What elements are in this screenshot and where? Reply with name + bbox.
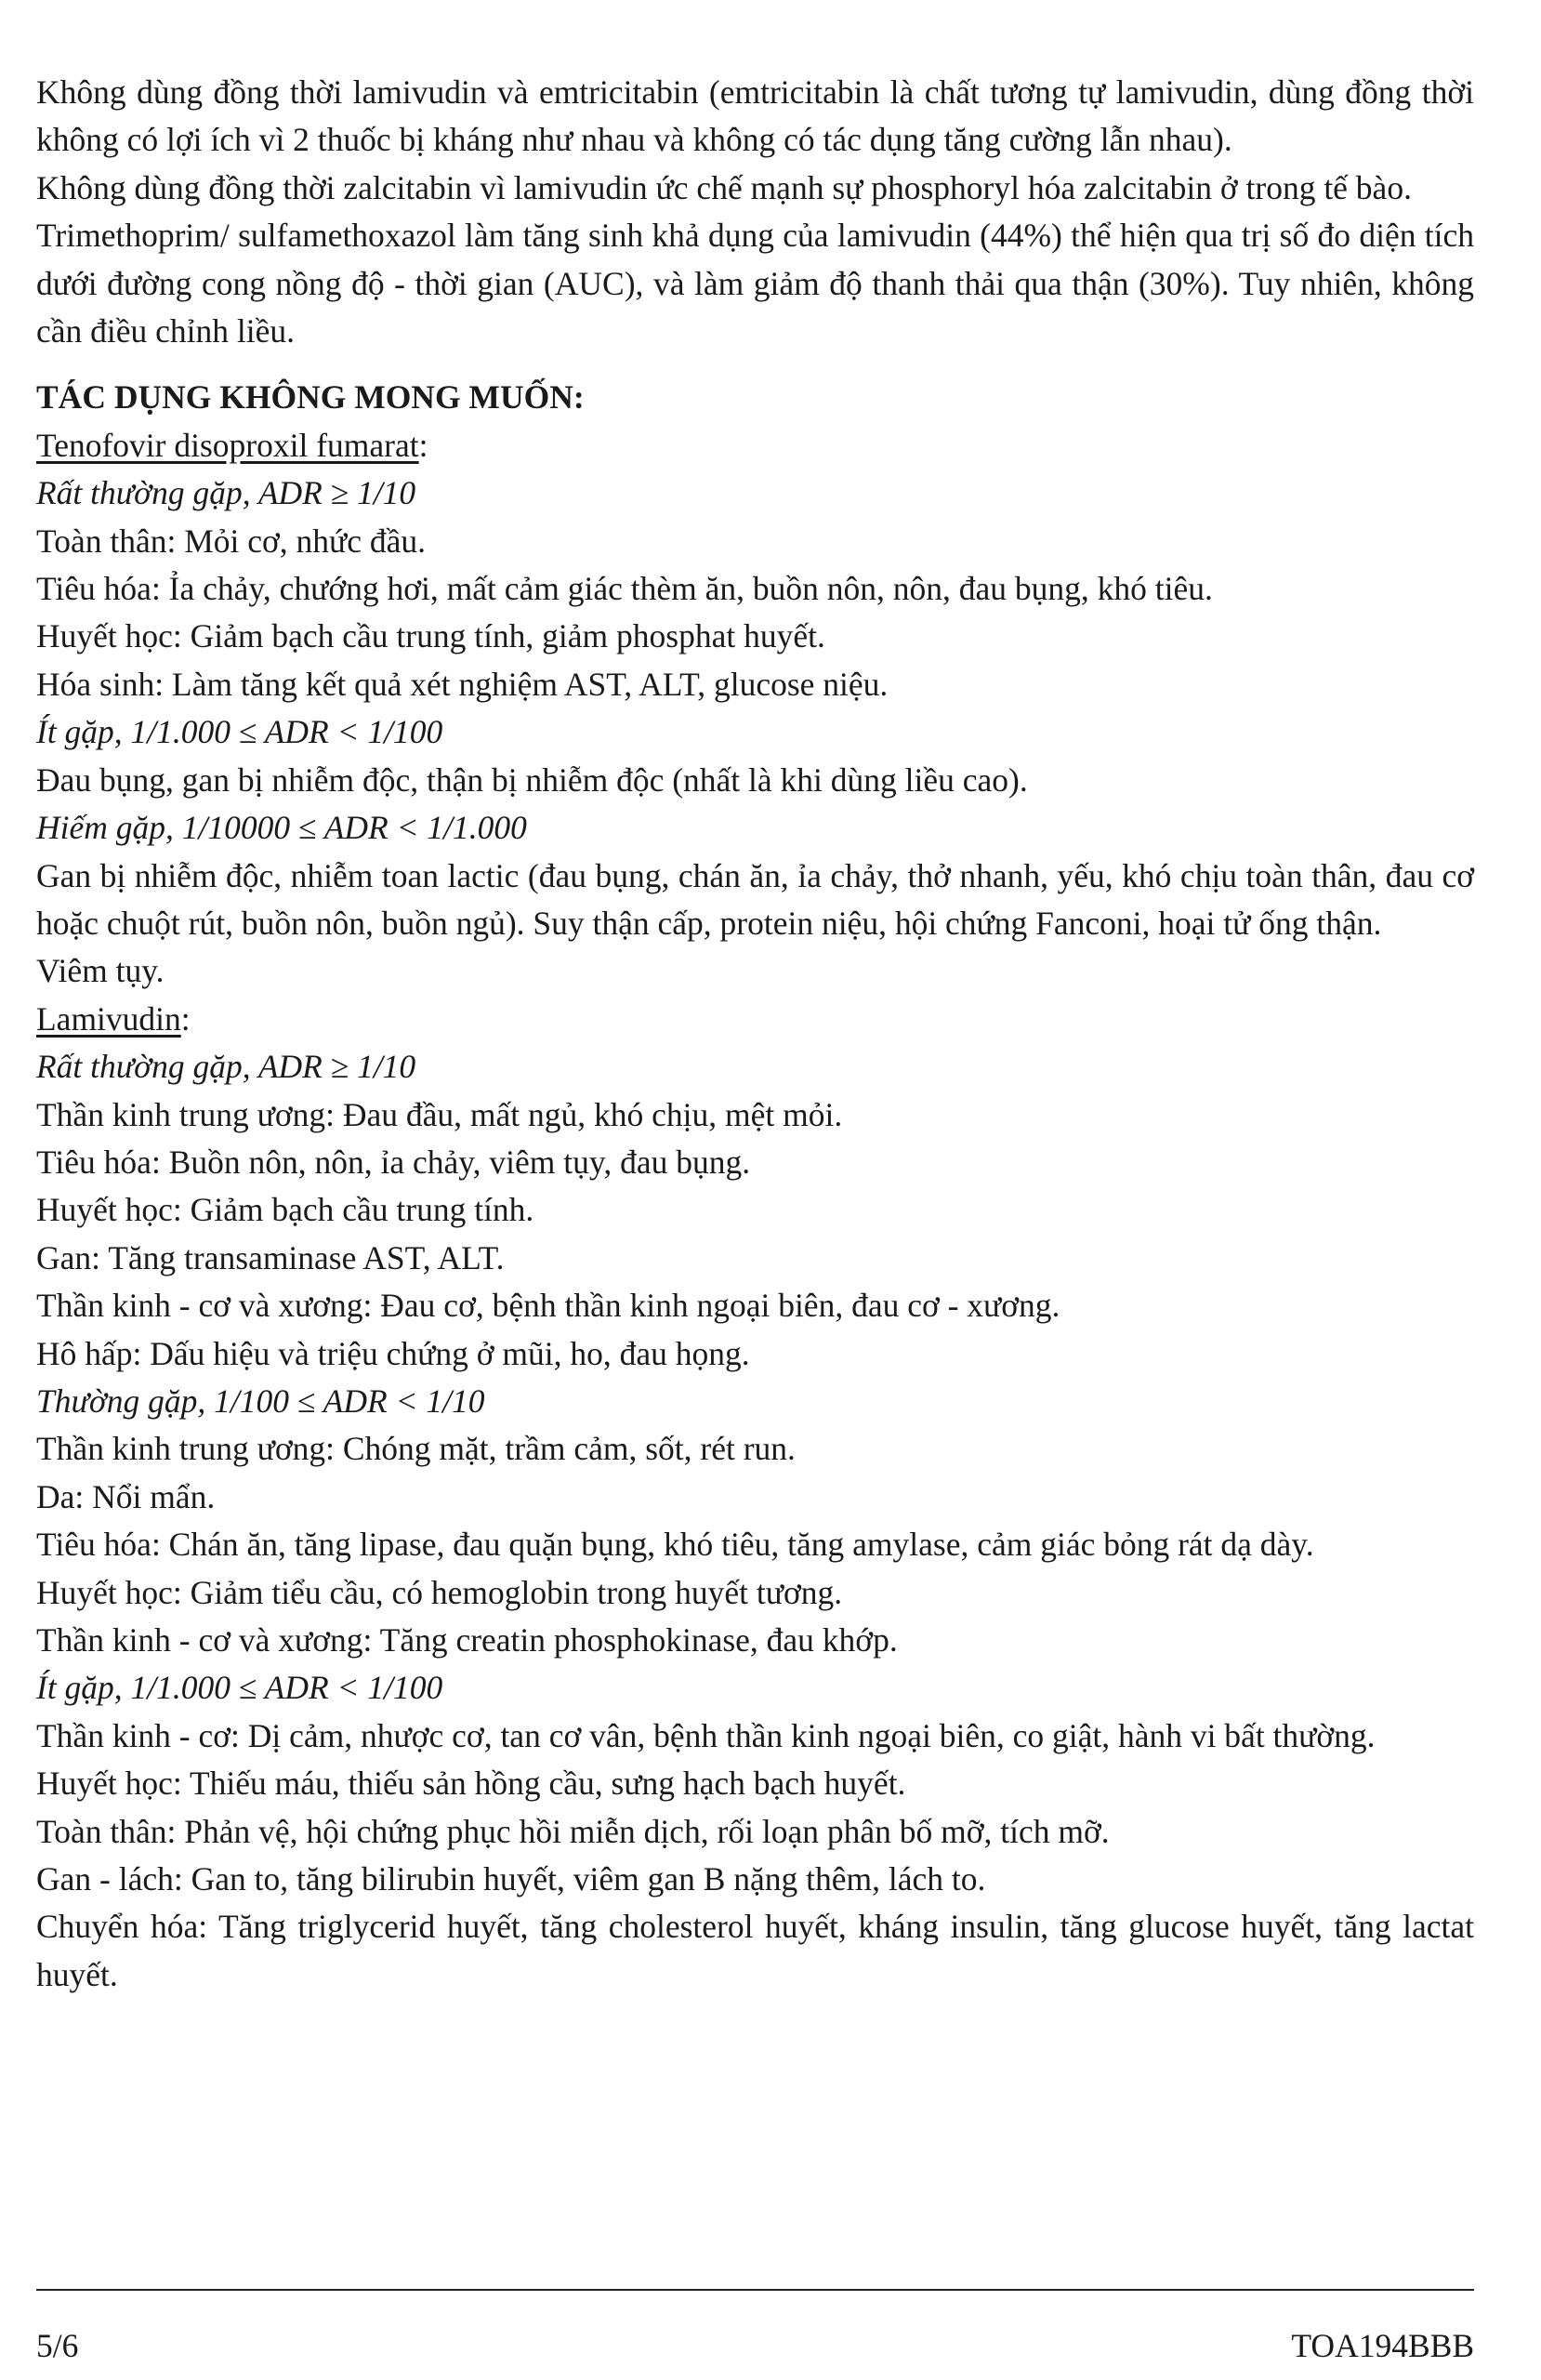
interaction-paragraph-emtricitabin: Không dùng đồng thời lamivudin và emtricitabin (emtricitabin là chất tương tự lamivudin, dùng đồng thời không có lợi ích vì 2 thuốc bị kháng như nhau và không có tác dụng tăng cường lẫn nhau). [36, 73, 1474, 159]
adr-line: Viêm tụy. [36, 952, 165, 990]
adr-line: Thần kinh trung ương: Đau đầu, mất ngủ, khó chịu, mệt mỏi. [36, 1095, 843, 1133]
adr-paragraph: Thần kinh - cơ: Dị cảm, nhược cơ, tan cơ vân, bệnh thần kinh ngoại biên, co giật, hành vi bất thường. [36, 1716, 1376, 1754]
adr-paragraph: Gan bị nhiễm độc, nhiễm toan lactic (đau bụng, chán ăn, ỉa chảy, thở nhanh, yếu, khó chịu toàn thân, đau cơ hoặc chuột rút, buồn nôn, buồn ngủ). Suy thận cấp, protein niệu, hội chứng Fanconi, hoại tử ống thận. [36, 856, 1474, 942]
frequency-label: Ít gặp, 1/1.000 ≤ ADR < 1/100 [36, 713, 443, 751]
adr-line: Hô hấp: Dấu hiệu và triệu chứng ở mũi, ho, đau họng. [36, 1334, 750, 1372]
adr-line: Toàn thân: Mỏi cơ, nhức đầu. [36, 522, 427, 560]
adr-line: Toàn thân: Phản vệ, hội chứng phục hồi miễn dịch, rối loạn phân bố mỡ, tích mỡ. [36, 1812, 1110, 1850]
drug-name-tenofovir: Tenofovir disoproxil fumarat [36, 426, 419, 464]
adr-line: Gan: Tăng transaminase AST, ALT. [36, 1238, 505, 1276]
frequency-label: Thường gặp, 1/100 ≤ ADR < 1/10 [36, 1382, 485, 1420]
adr-line: Huyết học: Giảm bạch cầu trung tính, giảm phosphat huyết. [36, 617, 825, 655]
adr-line: Tiêu hóa: Ỉa chảy, chướng hơi, mất cảm giác thèm ăn, buồn nôn, nôn, đau bụng, khó tiêu. [36, 570, 1213, 608]
drug-name-lamivudin: Lamivudin [36, 999, 181, 1038]
adr-line: Tiêu hóa: Buồn nôn, nôn, ỉa chảy, viêm tụy, đau bụng. [36, 1143, 751, 1181]
adr-line: Thần kinh - cơ và xương: Tăng creatin phosphokinase, đau khớp. [36, 1621, 898, 1659]
page-number: 5/6 [36, 2327, 79, 2364]
adr-line: Huyết học: Giảm tiểu cầu, có hemoglobin trong huyết tương. [36, 1573, 843, 1611]
adr-line: Huyết học: Giảm bạch cầu trung tính. [36, 1191, 534, 1229]
adr-line: Thần kinh trung ương: Chóng mặt, trầm cảm, sốt, rét run. [36, 1430, 796, 1468]
adr-paragraph: Tiêu hóa: Chán ăn, tăng lipase, đau quặn bụng, khó tiêu, tăng amylase, cảm giác bỏng rát dạ dày. [36, 1526, 1314, 1564]
document-body [36, 69, 1474, 1999]
section-heading: TÁC DỤNG KHÔNG MONG MUỐN: [36, 378, 585, 416]
drug-heading-lamivudin: Lamivudin: [36, 999, 191, 1038]
interaction-paragraph-trimethoprim: Trimethoprim/ sulfamethoxazol làm tăng sinh khả dụng của lamivudin (44%) thể hiện qua trị số đo diện tích dưới đường cong nồng độ - thời gian (AUC), và làm giảm độ thanh thải qua thận (30%). Tuy nhiên, không cần điều chỉnh liều. [36, 217, 1474, 350]
document-code: TOA194BBB [1291, 2327, 1474, 2364]
interaction-paragraph-zalcitabin: Không dùng đồng thời zalcitabin vì lamivudin ức chế mạnh sự phosphoryl hóa zalcitabin ở trong tế bào. [36, 168, 1412, 206]
adr-line: Đau bụng, gan bị nhiễm độc, thận bị nhiễm độc (nhất là khi dùng liều cao). [36, 760, 1028, 799]
drug-heading-tenofovir: Tenofovir disoproxil fumarat: [36, 426, 428, 464]
adr-line: Thần kinh - cơ và xương: Đau cơ, bệnh thần kinh ngoại biên, đau cơ - xương. [36, 1287, 1060, 1325]
adr-line: Hóa sinh: Làm tăng kết quả xét nghiệm AST, ALT, glucose niệu. [36, 665, 889, 703]
adr-line: Gan - lách: Gan to, tăng bilirubin huyết, viêm gan B nặng thêm, lách to. [36, 1860, 986, 1898]
frequency-label: Ít gặp, 1/1.000 ≤ ADR < 1/100 [36, 1669, 443, 1707]
footer-divider [36, 2289, 1474, 2291]
frequency-label: Hiếm gặp, 1/10000 ≤ ADR < 1/1.000 [36, 809, 527, 847]
frequency-label: Rất thường gặp, ADR ≥ 1/10 [36, 474, 416, 512]
adr-paragraph: Chuyển hóa: Tăng triglycerid huyết, tăng cholesterol huyết, kháng insulin, tăng glucose huyết, tăng lactat huyết. [36, 1908, 1474, 1993]
adr-line: Huyết học: Thiếu máu, thiếu sản hồng cầu, sưng hạch bạch huyết. [36, 1765, 906, 1803]
adr-line: Da: Nổi mẩn. [36, 1477, 216, 1515]
frequency-label: Rất thường gặp, ADR ≥ 1/10 [36, 1048, 416, 1086]
